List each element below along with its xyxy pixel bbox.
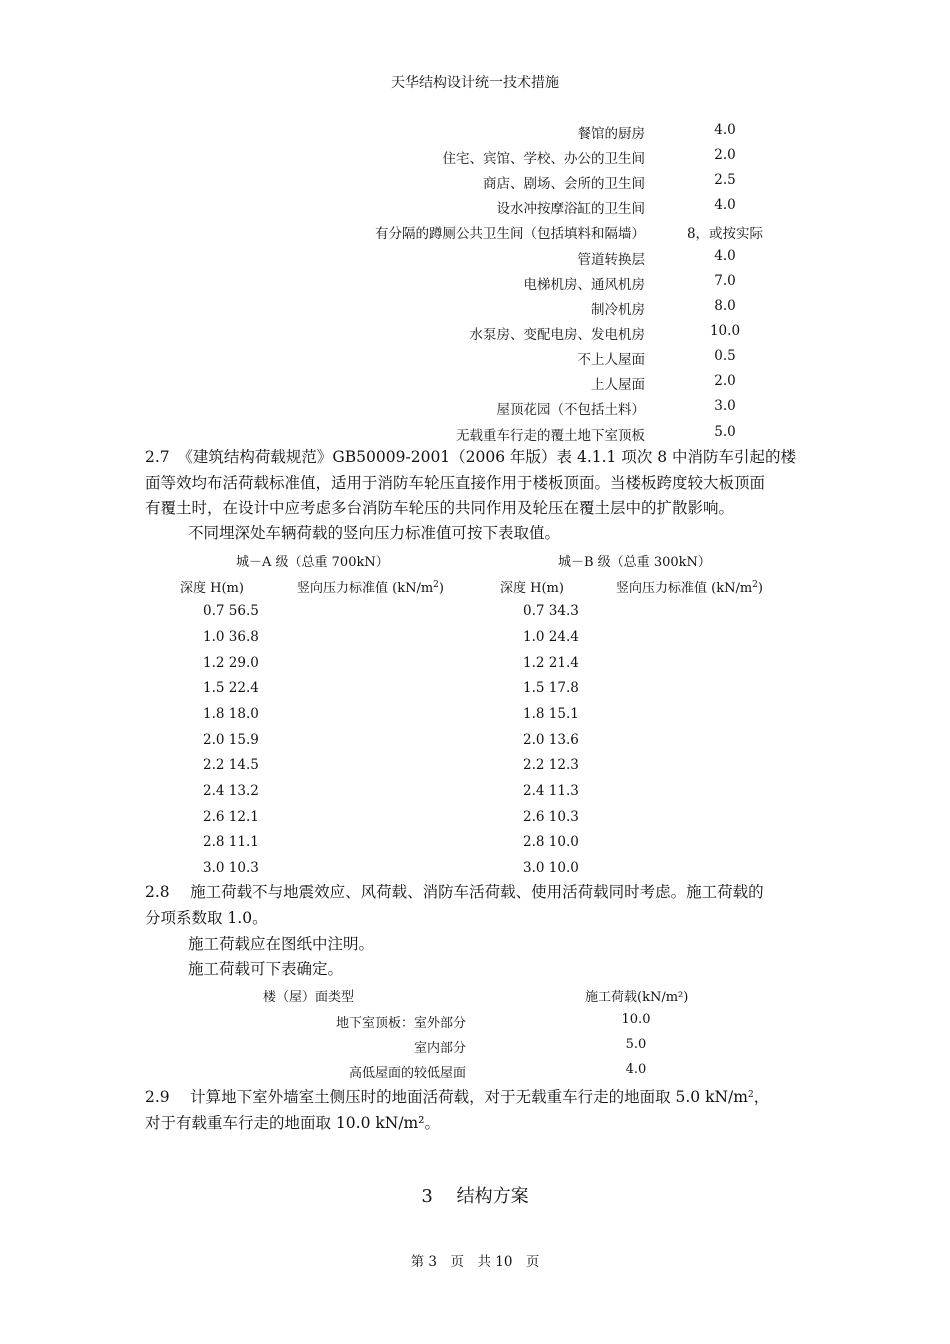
row-value: 8.0 (714, 298, 736, 314)
row-value: 4.0 (714, 122, 736, 138)
table-row (0, 348, 950, 368)
table-cell-b: 2.4 11.3 (523, 783, 579, 799)
table-cell-a: 2.4 13.2 (203, 783, 259, 799)
table-row (0, 197, 950, 217)
table-header-type: 楼（屋）面类型 (263, 990, 355, 1005)
paragraph-line: 分项系数取 1.0。 (145, 908, 268, 927)
table-cell-b: 1.5 17.8 (523, 680, 579, 696)
table-row (0, 248, 950, 268)
paragraph-line: 2.7 《建筑结构荷载规范》GB50009-2001（2006 年版）表 4.1.1 项次 8 中消防车引起的楼 (145, 448, 797, 466)
row-name: 水泵房、变配电房、发电机房 (469, 327, 645, 343)
table-cell-a: 2.6 12.1 (203, 809, 259, 825)
row-name: 管道转换层 (577, 252, 645, 268)
table-cell-a: 1.2 29.0 (203, 655, 259, 671)
row-value: 8，或按实际 (686, 226, 764, 242)
table-row-name: 地下室顶板：室外部分 (335, 1016, 466, 1031)
page-header: 天华结构设计统一技术措施 (391, 75, 559, 91)
table-cell-a: 2.2 14.5 (203, 757, 259, 773)
table-cell-a: 3.0 10.3 (203, 860, 259, 876)
row-value: 10.0 (709, 323, 741, 339)
table-row-name: 室内部分 (413, 1041, 466, 1056)
table-row-value: 10.0 (621, 1012, 651, 1027)
row-value: 4.0 (714, 197, 736, 213)
row-name: 上人屋面 (591, 377, 645, 393)
table-row (0, 273, 950, 293)
row-name: 住宅、宾馆、学校、办公的卫生间 (442, 151, 645, 167)
table-row (0, 298, 950, 318)
table-cell-b: 2.8 10.0 (523, 834, 579, 850)
depth-header-b: 深度 H(m) (500, 581, 564, 596)
table-cell-b: 2.0 13.6 (523, 732, 579, 748)
table-row (0, 398, 950, 418)
row-value: 3.0 (714, 398, 736, 414)
table-cell-a: 2.0 15.9 (203, 732, 259, 748)
table-row-value: 4.0 (625, 1062, 647, 1077)
table-row (0, 323, 950, 343)
section-2-7-note: 不同埋深处车辆荷载的竖向压力标准值可按下表取值。 (188, 524, 561, 542)
section-2-8-note: 施工荷载可下表确定。 (188, 960, 344, 978)
table-cell-a: 1.0 36.8 (203, 629, 259, 645)
table-cell-a: 1.5 22.4 (203, 680, 259, 696)
table-row (0, 222, 950, 242)
table-header-load: 施工荷载(kN/m²) (585, 990, 689, 1005)
row-name: 商店、剧场、会所的卫生间 (483, 176, 645, 192)
row-name: 电梯机房、通风机房 (523, 277, 645, 293)
table-row (0, 172, 950, 192)
table-cell-a: 2.8 11.1 (203, 834, 259, 850)
row-value: 5.0 (714, 424, 736, 440)
chapter-title: 3 结构方案 (421, 1186, 529, 1207)
section-2-9-paragraph (145, 1083, 815, 1136)
row-name: 无载重车行走的覆土地下室顶板 (456, 428, 645, 444)
row-name: 餐馆的厨房 (577, 126, 645, 142)
row-name: 不上人屋面 (577, 352, 645, 368)
table-cell-a: 0.7 56.5 (203, 603, 259, 619)
row-value: 2.0 (714, 373, 736, 389)
table-row (0, 373, 950, 393)
table-row-name: 高低屋面的较低屋面 (348, 1066, 466, 1081)
table-row (0, 122, 950, 142)
table-cell-b: 1.8 15.1 (523, 706, 579, 722)
row-value: 0.5 (714, 348, 736, 364)
row-name: 制冷机房 (591, 302, 645, 318)
paragraph-line: 2.9 计算地下室外墙室土侧压时的地面活荷载，对于无载重车行走的地面取 5.0 $kN/m^2$， (145, 1088, 770, 1106)
row-value: 4.0 (714, 248, 736, 264)
row-value: 2.5 (714, 172, 736, 188)
table-cell-b: 3.0 10.0 (523, 860, 579, 876)
paragraph-line: 2.8 施工荷载不与地震效应、风荷载、消防车活荷载、使用活荷载同时考虑。施工荷载的 (145, 883, 764, 901)
section-2-8-paragraph (145, 880, 815, 931)
row-name: 屋顶花园（不包括土料） (496, 402, 645, 418)
table-cell-a: 1.8 18.0 (203, 706, 259, 722)
table-title-a: 城－A 级（总重 700kN） (236, 555, 389, 570)
pressure-header-a: 竖向压力标准值 $(kN/m^2)$ (297, 580, 444, 596)
table-title-b: 城－B 级（总重 300kN） (558, 555, 711, 570)
row-value: 2.0 (714, 147, 736, 163)
section-2-8-note: 施工荷载应在图纸中注明。 (188, 935, 375, 953)
table-cell-b: 2.6 10.3 (523, 809, 579, 825)
table-row (0, 424, 950, 444)
table-cell-b: 1.0 24.4 (523, 629, 579, 645)
row-value: 7.0 (714, 273, 736, 289)
table-row-value: 5.0 (625, 1037, 647, 1052)
row-name: 有分隔的蹲厕公共卫生间（包括填料和隔墙） (375, 226, 645, 242)
paragraph-line: 面等效均布活荷载标准值，适用于消防车轮压直接作用于楼板顶面。当楼板跨度较大板顶面 (145, 473, 766, 492)
table-cell-b: 1.2 21.4 (523, 655, 579, 671)
pressure-header-b: 竖向压力标准值 $(kN/m^2)$ (616, 580, 763, 596)
paragraph-line: 有覆土时，在设计中应考虑多台消防车轮压的共同作用及轮压在覆土层中的扩散影响。 (145, 499, 735, 517)
table-cell-b: 2.2 12.3 (523, 757, 579, 773)
table-cell-b: 0.7 34.3 (523, 603, 579, 619)
section-2-7-paragraph (145, 445, 815, 522)
paragraph-line: 对于有载重车行走的地面取 10.0 kN/m²。 (145, 1113, 440, 1132)
depth-header-a: 深度 H(m) (180, 581, 244, 596)
page-footer: 第 3 页 共 10 页 (410, 1254, 540, 1270)
row-name: 设水冲按摩浴缸的卫生间 (496, 201, 645, 217)
table-row (0, 147, 950, 167)
